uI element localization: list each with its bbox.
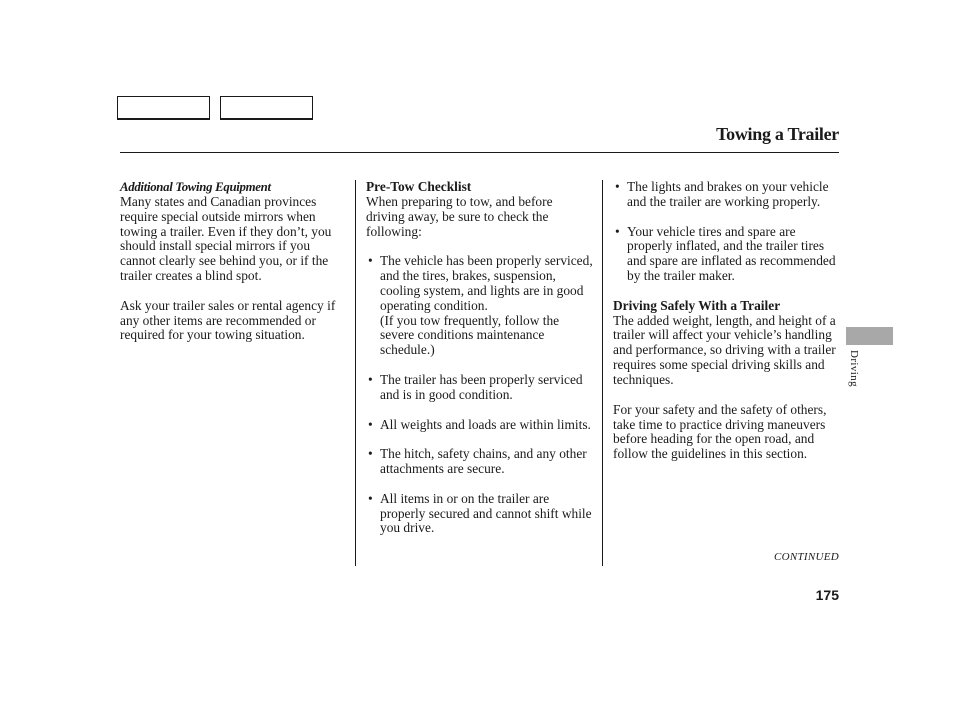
paragraph: Ask your trailer sales or rental agency if any other items are recommended or required for your towing situation.: [120, 297, 336, 343]
bullet: •: [368, 490, 373, 506]
continued-label: CONTINUED: [773, 551, 839, 563]
column-pre-tow-checklist: [366, 180, 594, 536]
bullet: •: [368, 446, 373, 462]
bullet: •: [615, 223, 620, 239]
paragraph: Many states and Canadian provinces require special outside mirrors when towing a trailer. Even if they don’t, you should install special mirrors if you cannot clearly see behind you, or if the trailer creates a blind spot.: [120, 193, 332, 284]
column-divider: [355, 180, 356, 566]
paragraph: The added weight, length, and height of a trailer will affect your vehicle’s handling and performance, so driving with a trailer requires some special driving skills and techniques.: [613, 312, 836, 387]
list-item-text: All items in or on the trailer are properly secured and cannot shift while you drive.: [380, 490, 592, 536]
nav-button-2[interactable]: [220, 96, 313, 120]
column-driving-safely: [613, 180, 839, 462]
heading-driving-safely: Driving Safely With a Trailer: [613, 297, 781, 313]
section-tab-label: Driving: [848, 350, 860, 388]
paragraph: For your safety and the safety of others, take time to practice driving maneuvers before heading for the open road, and follow the guidelines in this section.: [613, 401, 827, 462]
checklist: [366, 254, 594, 536]
paragraph: When preparing to tow, and before driving away, be sure to check the following:: [366, 193, 553, 239]
bullet: •: [368, 253, 373, 269]
checklist-continued: [613, 180, 839, 284]
list-item-text: All weights and loads are within limits.: [380, 416, 591, 432]
bullet: •: [615, 179, 620, 194]
list-item: [366, 373, 594, 403]
page-title: Towing a Trailer: [716, 124, 839, 144]
list-item: [366, 447, 594, 477]
list-item-text: The vehicle has been properly serviced, and the tires, brakes, suspension, cooling system, and lights are in good operating condition.: [380, 253, 593, 313]
nav-button-1[interactable]: [117, 96, 210, 120]
list-item-text: Your vehicle tires and spare are properly inflated, and the trailer tires and spare are inflated as recommended by the trailer maker.: [627, 223, 836, 284]
list-item: [366, 254, 594, 358]
list-item: [366, 418, 594, 433]
list-item-text: The lights and brakes on your vehicle and the trailer are working properly.: [627, 179, 829, 209]
list-item-note: (If you tow frequently, follow the severe conditions maintenance schedule.): [380, 312, 560, 358]
section-tab: [846, 327, 893, 345]
bullet: •: [368, 416, 373, 432]
subheading-additional-equipment: Additional Towing Equipment: [120, 180, 271, 194]
heading-pre-tow-checklist: Pre-Tow Checklist: [366, 179, 472, 194]
list-item-text: The hitch, safety chains, and any other attachments are secure.: [380, 446, 587, 477]
list-item: [613, 180, 839, 210]
header-rule: [120, 152, 839, 153]
column-divider: [602, 180, 603, 566]
bullet: •: [368, 371, 373, 387]
page-number: 175: [815, 587, 839, 603]
list-item: [613, 225, 839, 284]
list-item-text: The trailer has been properly serviced and is in good condition.: [380, 371, 583, 402]
list-item: [366, 492, 594, 537]
column-additional-equipment: [120, 180, 348, 343]
